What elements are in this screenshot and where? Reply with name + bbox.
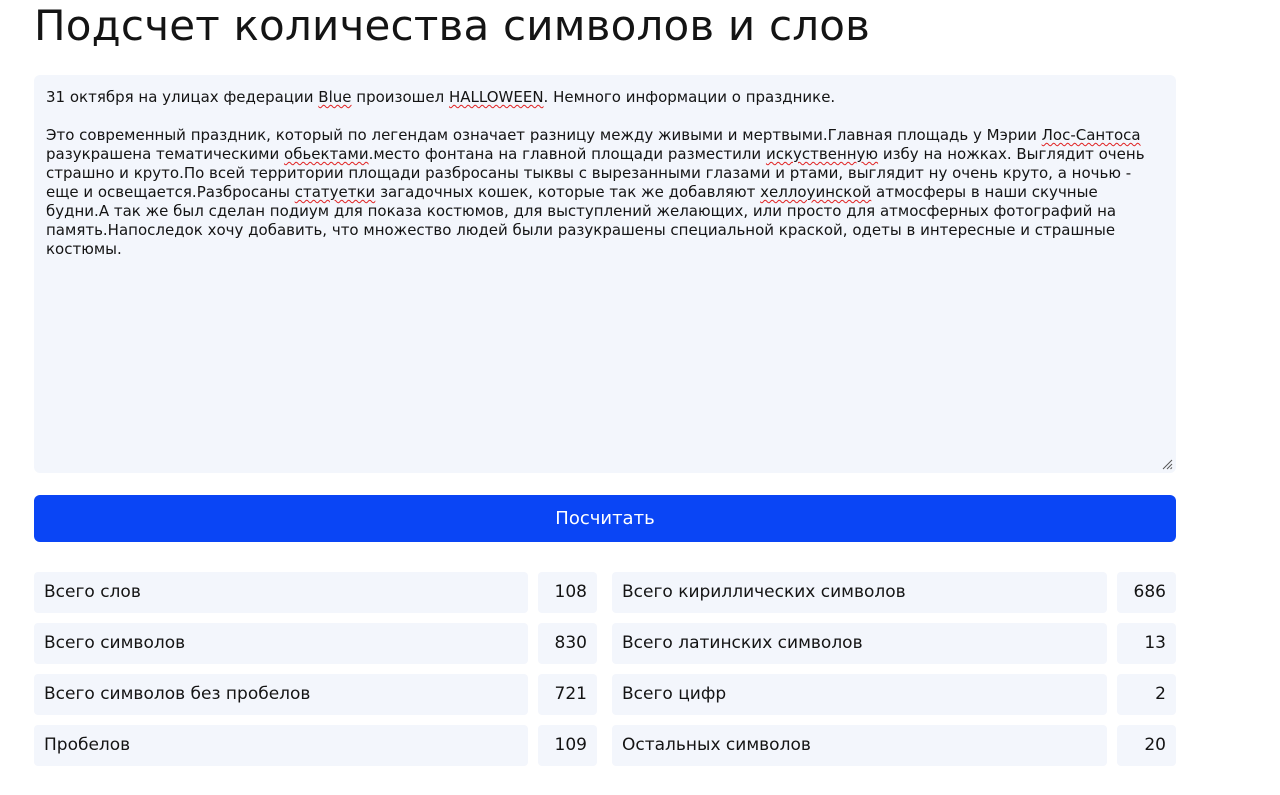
stat-chars-label: Всего символов <box>34 623 528 664</box>
text-segment: разукрашена тематическими <box>46 145 285 163</box>
stat-spaces-value: 109 <box>538 725 597 766</box>
text-paragraph-2 <box>46 126 1164 259</box>
text-segment: атмосферы в наши скучные будни.А так же был сделан подиум для показа костюмов, для выступлений желающих, или просто для атмосферных фотографий на память.Напоследок хочу добавить, что множество людей были разукрашены специальной краской, одеты в интересные и страшные костюмы. <box>46 183 1117 258</box>
resize-handle-icon[interactable] <box>1161 458 1173 470</box>
stat-chars-no-spaces-label: Всего символов без пробелов <box>34 674 528 715</box>
misspelled-word: Blue <box>318 88 352 106</box>
text-segment: избу на ножках. Выглядит очень страшно и круто.По всей территории площади разбросаны тыквы с вырезанными глазами и ртами, выглядит ну очень круто, а ночью - еще и освещается.Разбросаны <box>46 145 1145 201</box>
text-input[interactable] <box>34 75 1176 473</box>
stat-chars-no-spaces-value: 721 <box>538 674 597 715</box>
text-line-1 <box>46 88 1164 107</box>
misspelled-word: статуетки <box>294 183 376 201</box>
misspelled-word: HALLOWEEN <box>449 88 544 106</box>
misspelled-word: обьектами <box>284 145 369 163</box>
text-segment: .место фонтана на главной площади разместили <box>368 145 766 163</box>
text-segment: . Немного информации о празднике. <box>543 88 836 106</box>
stat-digits-label: Всего цифр <box>612 674 1107 715</box>
stat-cyrillic-value: 686 <box>1117 572 1176 613</box>
stat-spaces-label: Пробелов <box>34 725 528 766</box>
stat-other-label: Остальных символов <box>612 725 1107 766</box>
page-title: Подсчет количества символов и слов <box>34 1 871 50</box>
misspelled-word: хеллоуинской <box>760 183 872 201</box>
stat-words-value: 108 <box>538 572 597 613</box>
stat-words-label: Всего слов <box>34 572 528 613</box>
stat-cyrillic-label: Всего кириллических символов <box>612 572 1107 613</box>
text-segment: 31 октября на улицах федерации <box>46 88 319 106</box>
stat-other-value: 20 <box>1117 725 1176 766</box>
stat-latin-label: Всего латинских символов <box>612 623 1107 664</box>
stat-chars-value: 830 <box>538 623 597 664</box>
count-button[interactable]: Посчитать <box>34 495 1176 542</box>
text-segment: произошел <box>351 88 449 106</box>
text-segment: Это современный праздник, который по легендам означает разницу между живыми и мертвыми.Главная площадь у Мэрии <box>46 126 1042 144</box>
stat-latin-value: 13 <box>1117 623 1176 664</box>
misspelled-word: Лос-Сантоса <box>1041 126 1141 144</box>
misspelled-word: искуственную <box>765 145 879 163</box>
stats-grid <box>34 572 1176 768</box>
text-segment: загадочных кошек, которые так же добавляют <box>375 183 761 201</box>
stat-digits-value: 2 <box>1117 674 1176 715</box>
